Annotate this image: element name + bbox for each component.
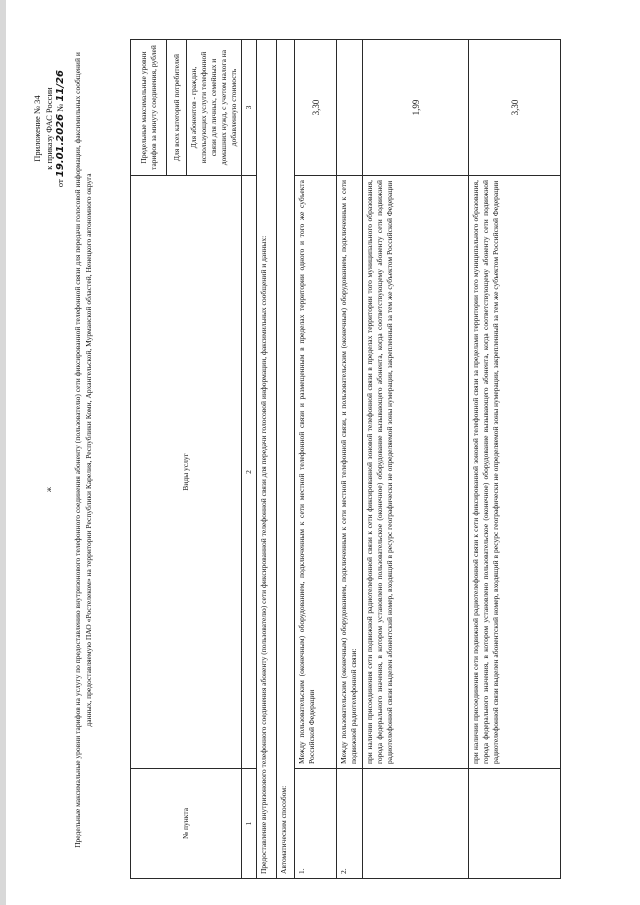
document-title: Предельные максимальные уровни тарифов на услугу по предоставлению внутризонового телефонного соединения абоненту (пользователю) сети фиксированной телефонной связи для передачи голосовой информации, факсимильных сообщений и данных, предоставляемую ПАО «Ростелеком» на территории Республики Карелия, Республики Коми, Архангельской, Мурманской областей, Ненецкого автономного округа [73, 52, 93, 848]
row-number: 2. [337, 769, 363, 879]
handwritten-date: 19.01.2026 [55, 113, 66, 178]
appendix-order-ref: к приказу ФАС России [43, 87, 54, 170]
subsection-title: Автоматическим способом: [277, 40, 295, 879]
header-tariff-levels: Предельные максимальные уровни тарифов за минуту соединения, рублей [131, 40, 167, 176]
row-service-text: Между пользовательским (оконечным) оборудованием, подключенным к сети местной телефонной связи, и пользовательским (оконечным) оборудованием, подключенным к сети подвижной радиотелефонной связи: [337, 176, 363, 769]
scan-edge-shadow [0, 0, 6, 905]
row-service-text: Между пользовательским (оконечным) оборудованием, подключенным к сети местной телефонной связи и размещенным в пределах территории одного и того же субъекта Российской Федерации [295, 176, 337, 769]
row-price: 1,99 [363, 40, 469, 176]
header-services: Виды услуг [131, 176, 242, 769]
page-mark: ж [45, 487, 53, 492]
colnum-2: 2 [242, 176, 257, 769]
appendix-number: Приложение № 34 [32, 95, 42, 162]
row-price: 3,30 [469, 40, 561, 176]
appendix-header [32, 70, 67, 187]
appendix-date-line [55, 70, 67, 187]
number-prefix: № [55, 103, 65, 112]
row-service-text: при наличии присоединения сети подвижной радиотелефонной связи к сети фиксированной зоновой телефонной связи в пределах территории того муниципального образования, города федерального значения, в котором установлено пользовательское (оконечное) оборудование вызывающего абонента, когда соответствующему абоненту сети подвижной радиотелефонной связи выделен абонентский номер, входящий в ресурс географически не определяемой зоны нумерации, закрепленный за тем же субъектом Российской Федерации [363, 176, 469, 769]
header-citizens: Для абонентов - граждан, использующих услуги телефонной связи для личных, семейных и домашних нужд, с учетом налога на добавленную стоимость [187, 40, 242, 176]
row-service-text: при наличии присоединения сети подвижной радиотелефонной связи к сети фиксированной зоновой телефонной связи за пределами территории того муниципального образования, города федерального значения, в котором установлено пользовательское (оконечное) оборудование вызывающего абонента, когда соответствующему абоненту сети подвижной радиотелефонной связи выделен абонентский номер, входящий в ресурс географически не определяемой зоны нумерации, закрепленный за тем же субъектом Российской Федерации [469, 176, 561, 769]
row-price [337, 40, 363, 176]
row-number: 1. [295, 769, 337, 879]
row-price: 3,30 [295, 40, 337, 176]
header-all-categories: Для всех категорий потребителей [167, 40, 187, 176]
colnum-1: 1 [242, 769, 257, 879]
tariff-table [130, 39, 561, 879]
handwritten-number: 11/26 [55, 70, 66, 102]
colnum-3: 3 [242, 40, 257, 176]
row-number [469, 769, 561, 879]
row-number [363, 769, 469, 879]
date-prefix: от [55, 179, 65, 188]
header-item-number: № пункта [131, 769, 242, 879]
section-title: Предоставление внутризонового телефонного соединения абоненту (пользователю) сети фиксированной телефонной связи для передачи голосовой информации, факсимильных сообщений и данных: [257, 40, 277, 879]
